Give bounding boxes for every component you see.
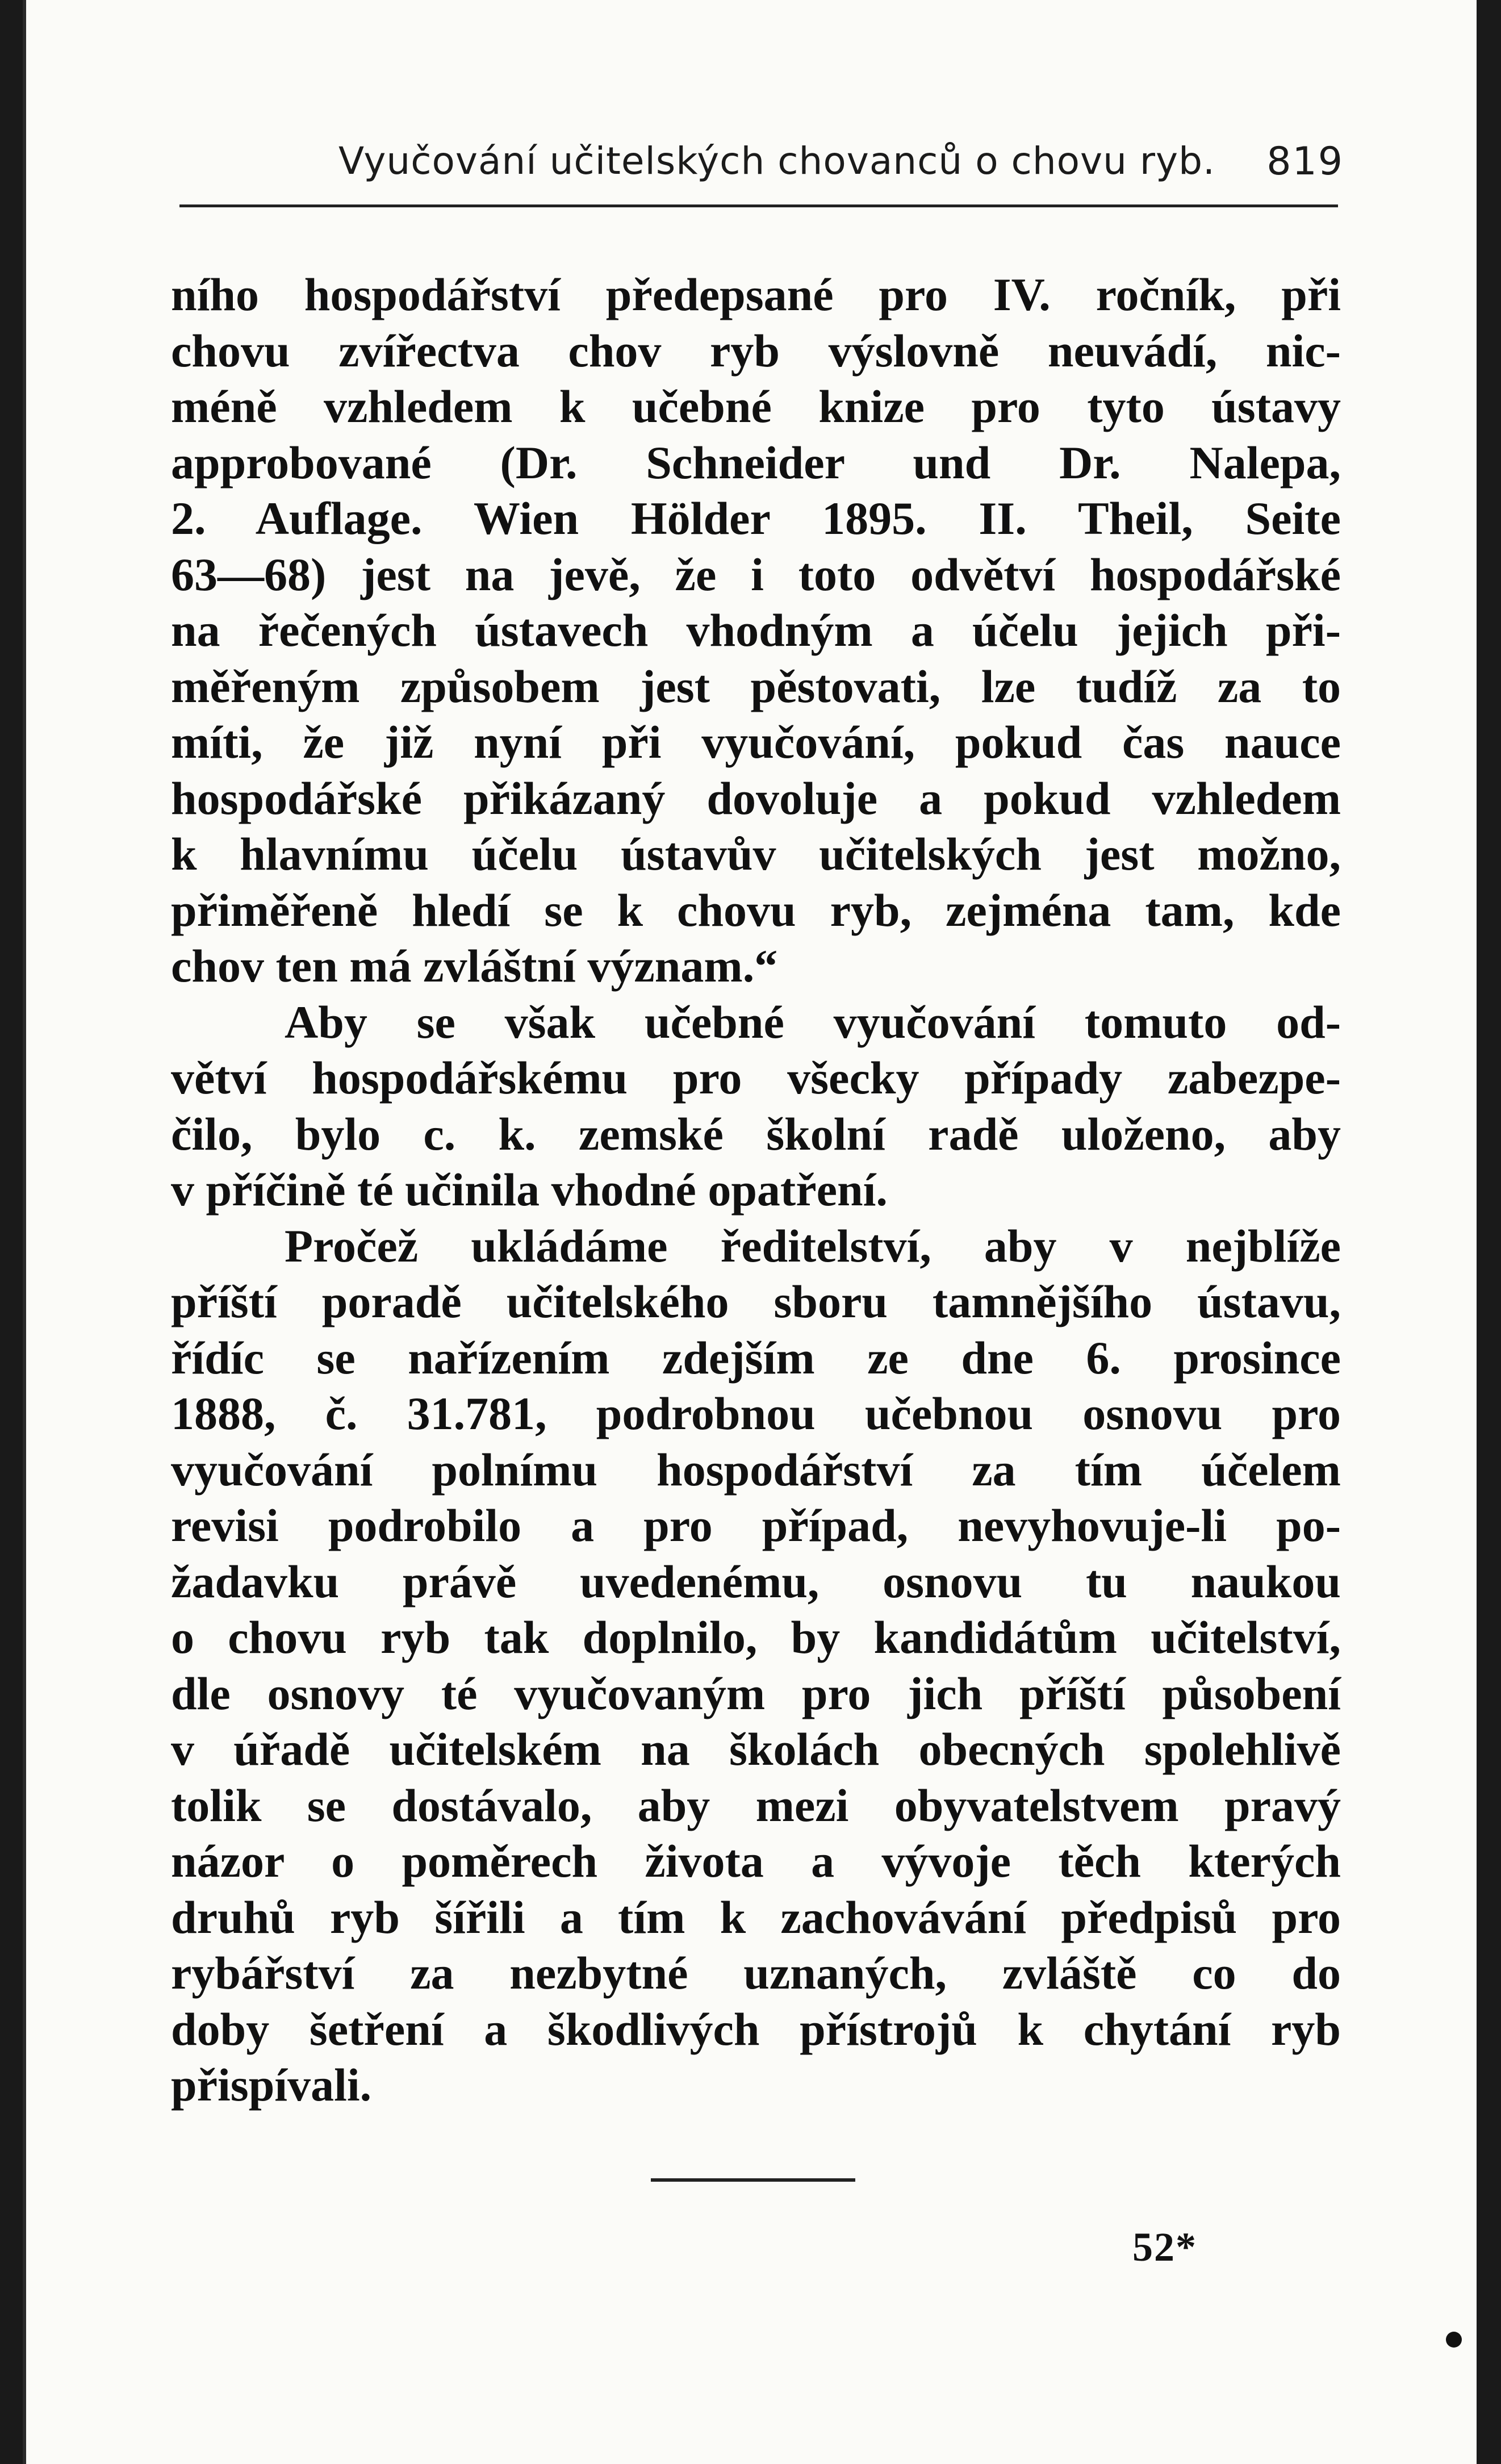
paragraph-2 — [171, 995, 1341, 1218]
text-line: 63—68) jest na jevě, že i toto odvětví hospodářské — [171, 548, 1341, 600]
text-line: doby šetření a škodlivých přístrojů k chytání ryb — [171, 2003, 1341, 2055]
paragraph-1 — [171, 267, 1341, 995]
text-line: míti, že již nyní při vyučování, pokud čas nauce — [171, 716, 1341, 768]
text-line: na řečených ústavech vhodným a účelu jejich při- — [171, 604, 1341, 656]
text-line: větví hospodářskému pro všecky případy zabezpe- — [171, 1052, 1341, 1104]
text-line: approbované (Dr. Schneider und Dr. Nalepa, — [171, 436, 1341, 488]
text-line: druhů ryb šířili a tím k zachovávání předpisů pro — [171, 1891, 1341, 1943]
text-line: řídíc se nařízením zdejším ze dne 6. prosince — [171, 1331, 1341, 1384]
text-line: názor o poměrech života a vývoje těch kterých — [171, 1835, 1341, 1887]
text-line: Aby se však učebné vyučování tomuto od- — [285, 996, 1341, 1048]
text-line: měřeným způsobem jest pěstovati, lze tudíž za to — [171, 660, 1341, 712]
text-line: chovu zvířectva chov ryb výslovně neuvádí, nic- — [171, 324, 1341, 377]
header-rule — [179, 204, 1338, 207]
text-line: tolik se dostávalo, aby mezi obyvatelstvem pravý — [171, 1779, 1341, 1831]
text-line: v příčině té učinila vhodné opatření. — [171, 1164, 888, 1216]
text-line: k hlavnímu účelu ústavův učitelských jest možno, — [171, 828, 1341, 880]
text-line: vyučování polnímu hospodářství za tím účelem — [171, 1443, 1341, 1496]
text-line: dle osnovy té vyučovaným pro jich příští působení — [171, 1667, 1341, 1719]
running-head — [321, 139, 1349, 202]
text-line: rybářství za nezbytné uznaných, zvláště co do — [171, 1947, 1341, 1999]
text-line: méně vzhledem k učebné knize pro tyto ústavy — [171, 381, 1341, 432]
text-line: hospodářské přikázaný dovoluje a pokud vzhledem — [171, 772, 1341, 824]
margin-dot — [1446, 2332, 1462, 2348]
text-line: o chovu ryb tak doplnilo, by kandidátům učitelství, — [171, 1611, 1341, 1663]
paragraph-3 — [171, 1218, 1341, 2114]
text-line: čilo, bylo c. k. zemské školní radě uloženo, aby — [171, 1108, 1341, 1160]
text-line: žadavku právě uvedenému, osnovu tu naukou — [171, 1555, 1341, 1607]
text-line: příští poradě učitelského sboru tamnějšího ústavu, — [171, 1276, 1341, 1327]
body-text — [171, 267, 1341, 2114]
text-line: v úřadě učitelském na školách obecných spolehlivě — [171, 1723, 1341, 1775]
text-line: ního hospodářství předepsané pro IV. ročník, při — [171, 269, 1341, 320]
text-line: revisi podrobilo a pro případ, nevyhovuje-li po- — [171, 1500, 1341, 1551]
book-page — [23, 0, 1477, 2464]
text-line: přispívali. — [171, 2059, 372, 2111]
text-line: přiměřeně hledí se k chovu ryb, zejména tam, kde — [171, 884, 1341, 936]
text-line: 2. Auflage. Wien Hölder 1895. II. Theil, Seite — [171, 492, 1341, 544]
running-title: Vyučování učitelských chovanců o chovu ryb. — [338, 139, 1215, 183]
text-line: chov ten má zvláštní význam.“ — [171, 940, 778, 992]
closing-rule — [651, 2178, 855, 2182]
signature-mark: 52* — [1132, 2224, 1197, 2270]
text-line: 1888, č. 31.781, podrobnou učebnou osnovu pro — [171, 1388, 1341, 1439]
page-number: 819 — [1266, 139, 1344, 184]
text-line: Pročež ukládáme ředitelství, aby v nejblíže — [285, 1220, 1341, 1272]
